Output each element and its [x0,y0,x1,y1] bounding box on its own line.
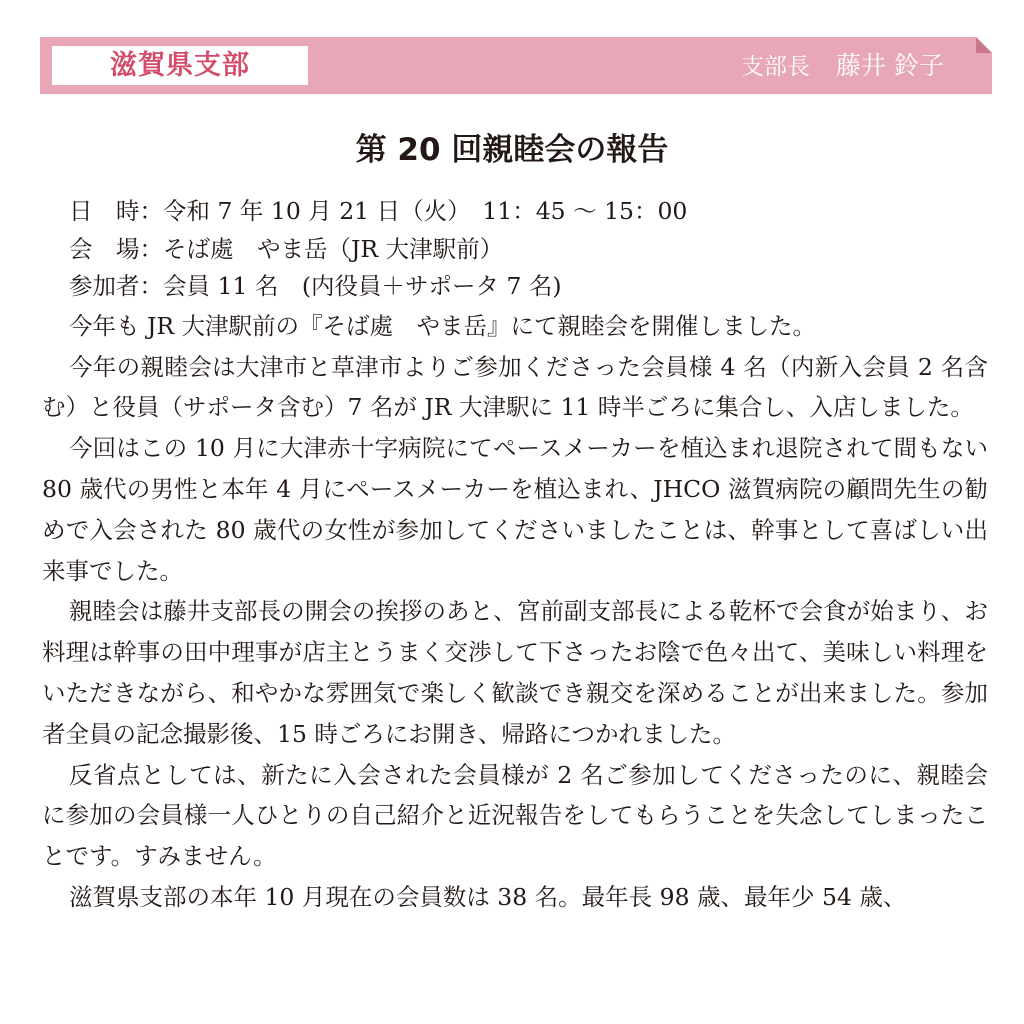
paragraph-intro: 今年も JR 大津駅前の『そば處 やま岳』にて親睦会を開催しました。 [69,311,817,340]
paragraph-membership: 滋賀県支部の本年 10 月現在の会員数は 38 名。最年長 98 歳、最年少 54 歳、 [69,882,907,911]
branch-chief [741,46,944,85]
report-title: 第 20 回親睦会の報告 [355,132,669,168]
chief-title: 支部長 [741,54,811,80]
paragraph-proceedings: 親睦会は藤井支部長の開会の挨拶のあと、宮前副支部長による乾杯で会食が始まり、お料理は幹事の田中理事が店主とうまく交渉して下さったお陰で色々出て、美味しい料理をいただきながら、和やかな雰囲気で楽しく歓談でき親交を深めることが出来ました。参加者全員の記念撮影後、15 時ごろにお開き、帰路につかれました。 [42,597,988,748]
report-body [42,193,988,918]
paragraph-new-members: 今回はこの 10 月に大津赤十字病院にてペースメーカーを植込まれ退院されて間もない 80 歳代の男性と本年 4 月にペースメーカーを植込まれ、JHCO 滋賀病院の顧問先生の勧めで入会された 80 歳代の女性が参加してくださいましたことは、幹事として喜ばしい出来事でした。 [42,434,988,585]
header-corner-fold [976,37,992,53]
chief-name: 藤井 鈴子 [836,51,944,80]
info-participants: 参加者：会員 11 名 (内役員＋サポータ 7 名) [69,272,562,301]
info-datetime: 日 時：令和 7 年 10 月 21 日（火） 11：45 〜 15：00 [69,197,688,225]
paragraph-reflection: 反省点としては、新たに入会された会員様が 2 名ご参加してくださったのに、親睦会に参加の会員様一人ひとりの自己紹介と近況報告をしてもらうことを失念してしまったことです。すみません。 [42,760,988,871]
info-venue: 会 場：そば處 やま岳（JR 大津駅前） [69,234,504,263]
branch-name: 滋賀県支部 [110,50,250,81]
paragraph-attendees: 今年の親睦会は大津市と草津市よりご参加くださった会員様 4 名（内新入会員 2 名含む）と役員（サポータ含む）7 名が JR 大津駅に 11 時半ごろに集合し、入店しました。 [42,352,988,422]
